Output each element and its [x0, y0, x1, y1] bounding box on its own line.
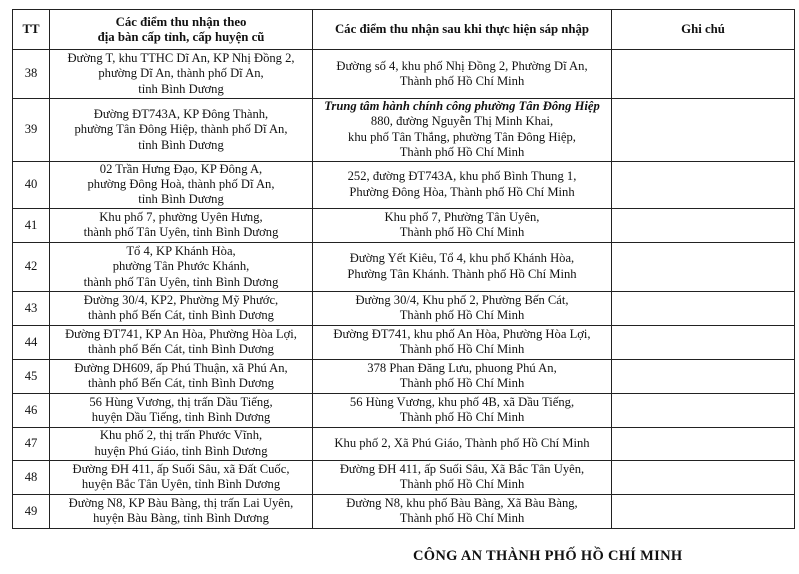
new-reception-point	[313, 325, 612, 359]
table-row	[13, 99, 795, 162]
new-reception-point	[313, 393, 612, 427]
old-reception-point	[50, 242, 313, 291]
table-row	[13, 50, 795, 99]
old-address-line: phường Tân Đông Hiệp, thành phố Dĩ An,	[74, 122, 288, 137]
new-reception-point	[313, 359, 612, 393]
table-header-row	[13, 10, 795, 50]
old-address-line: thành phố Tân Uyên, tỉnh Bình Dương	[83, 225, 279, 240]
old-reception-point	[50, 325, 313, 359]
old-address-line: 56 Hùng Vương, thị trấn Dầu Tiếng,	[89, 394, 273, 409]
new-reception-point	[313, 50, 612, 99]
note-cell	[612, 161, 795, 208]
row-number: 42	[13, 242, 50, 291]
old-reception-point	[50, 161, 313, 208]
old-reception-point	[50, 208, 313, 242]
table-row	[13, 427, 795, 460]
new-reception-point	[313, 208, 612, 242]
table-row	[13, 494, 795, 528]
old-address-line: phường Đông Hoà, thành phố Dĩ An,	[87, 177, 275, 192]
new-address-line: Khu phố 7, Phường Tân Uyên,	[384, 209, 540, 224]
old-address-line: Đường N8, KP Bàu Bàng, thị trấn Lai Uyên,	[68, 495, 294, 510]
old-address-line: thành phố Bến Cát, tỉnh Bình Dương	[88, 342, 274, 357]
old-address-line: tỉnh Bình Dương	[138, 81, 224, 96]
new-address-line: Đường Yết Kiêu, Tổ 4, khu phố Khánh Hòa,	[349, 251, 575, 266]
old-reception-point	[50, 291, 313, 325]
new-address-line: Thành phố Hồ Chí Minh	[399, 225, 525, 240]
old-address-line: tỉnh Bình Dương	[138, 137, 224, 152]
new-reception-point	[313, 291, 612, 325]
old-reception-point	[50, 50, 313, 99]
header-old-line-1: Các điểm thu nhận theo	[115, 14, 247, 29]
note-cell	[612, 460, 795, 494]
new-reception-point	[313, 99, 612, 162]
new-reception-point	[313, 427, 612, 460]
old-address-line: Khu phố 2, thị trấn Phước Vĩnh,	[99, 428, 263, 443]
new-address-line: Thành phố Hồ Chí Minh	[399, 342, 525, 357]
new-address-line: Đường 30/4, Khu phố 2, Phường Bến Cát,	[355, 292, 569, 307]
note-cell	[612, 427, 795, 460]
new-address-line: Phường Tân Khánh. Thành phố Hồ Chí Minh	[347, 266, 577, 281]
old-reception-point	[50, 460, 313, 494]
new-reception-point	[313, 242, 612, 291]
new-address-line: khu phố Tân Thắng, phường Tân Đông Hiệp,	[348, 129, 576, 144]
new-address-line: Khu phố 2, Xã Phú Giáo, Thành phố Hồ Chí Minh	[334, 436, 590, 451]
old-address-line: Đường 30/4, KP2, Phường Mỹ Phước,	[83, 292, 279, 307]
new-address-line: Phường Đông Hòa, Thành phố Hồ Chí Minh	[349, 184, 575, 199]
old-address-line: huyện Dầu Tiếng, tỉnh Bình Dương	[91, 410, 271, 425]
header-old-points	[50, 10, 313, 50]
row-number: 39	[13, 99, 50, 162]
new-address-line: Thành phố Hồ Chí Minh	[399, 410, 525, 425]
new-reception-point	[313, 161, 612, 208]
old-reception-point	[50, 494, 313, 528]
note-cell	[612, 242, 795, 291]
row-number: 49	[13, 494, 50, 528]
new-address-line: Đường số 4, khu phố Nhị Đồng 2, Phường Dĩ An,	[336, 58, 588, 73]
old-reception-point	[50, 427, 313, 460]
row-number: 48	[13, 460, 50, 494]
note-cell	[612, 99, 795, 162]
table-row	[13, 161, 795, 208]
new-address-line: 378 Phan Đăng Lưu, phuong Phú An,	[367, 360, 557, 375]
new-address-line: Thành phố Hồ Chí Minh	[399, 308, 525, 323]
old-address-line: huyện Bàu Bàng, tỉnh Bình Dương	[93, 511, 269, 526]
new-address-line: Đường ĐH 411, ấp Suối Sâu, Xã Bắc Tân Uyên,	[339, 461, 585, 476]
old-address-line: Đường DH609, ấp Phú Thuận, xã Phú An,	[74, 360, 288, 375]
row-number: 43	[13, 291, 50, 325]
old-address-line: Đường ĐH 411, ấp Suối Sâu, xã Đất Cuốc,	[72, 461, 290, 476]
table-row	[13, 208, 795, 242]
new-address-line: Thành phố Hồ Chí Minh	[399, 477, 525, 492]
header-new-points: Các điểm thu nhận sau khi thực hiện sáp nhập	[313, 10, 612, 50]
note-cell	[612, 359, 795, 393]
old-address-line: phường Dĩ An, thành phố Dĩ An,	[98, 66, 264, 81]
new-address-line: 252, đường ĐT743A, khu phố Bình Thung 1,	[347, 169, 577, 184]
new-address-line: Đường N8, khu phố Bàu Bàng, Xã Bàu Bàng,	[346, 495, 578, 510]
new-address-line: 56 Hùng Vương, khu phố 4B, xã Dầu Tiếng,	[349, 394, 575, 409]
new-point-center-name: Trung tâm hành chính công phường Tân Đông Hiệp	[324, 99, 600, 113]
old-address-line: phường Tân Phước Khánh,	[112, 259, 250, 274]
new-address-line: Thành phố Hồ Chí Minh	[399, 145, 525, 160]
new-address-line: 880, đường Nguyễn Thị Minh Khai,	[370, 114, 554, 129]
footer-signature: CÔNG AN THÀNH PHỐ HỒ CHÍ MINH	[413, 548, 683, 564]
note-cell	[612, 208, 795, 242]
row-number: 41	[13, 208, 50, 242]
row-number: 40	[13, 161, 50, 208]
new-reception-point	[313, 460, 612, 494]
old-address-line: Đường ĐT743A, KP Đông Thành,	[93, 106, 269, 121]
old-address-line: thành phố Tân Uyên, tỉnh Bình Dương	[83, 274, 279, 289]
header-old-line-2: địa bàn cấp tỉnh, cấp huyện cũ	[97, 29, 265, 44]
note-cell	[612, 50, 795, 99]
old-address-line: huyện Bắc Tân Uyên, tỉnh Bình Dương	[81, 477, 281, 492]
old-reception-point	[50, 99, 313, 162]
old-address-line: Đường T, khu TTHC Dĩ An, KP Nhị Đồng 2,	[67, 50, 295, 65]
new-address-line: Thành phố Hồ Chí Minh	[399, 74, 525, 88]
old-address-line: tỉnh Bình Dương	[138, 192, 224, 207]
note-cell	[612, 393, 795, 427]
old-address-line: Khu phố 7, phường Uyên Hưng,	[99, 209, 263, 224]
table-row	[13, 291, 795, 325]
reception-points-table	[12, 9, 795, 529]
old-address-line: Tổ 4, KP Khánh Hòa,	[126, 243, 236, 258]
old-address-line: huyện Phú Giáo, tỉnh Bình Dương	[94, 443, 268, 458]
table-row	[13, 359, 795, 393]
new-address-line: Đường ĐT741, khu phố An Hòa, Phường Hòa Lợi,	[333, 326, 591, 341]
new-address-line: Thành phố Hồ Chí Minh	[399, 511, 525, 526]
table-row	[13, 393, 795, 427]
header-tt: TT	[13, 10, 50, 50]
note-cell	[612, 291, 795, 325]
new-address-line: Thành phố Hồ Chí Minh	[399, 376, 525, 391]
old-address-line: Đường ĐT741, KP An Hòa, Phường Hòa Lợi,	[65, 326, 297, 341]
old-reception-point	[50, 393, 313, 427]
old-address-line: thành phố Bến Cát, tỉnh Bình Dương	[88, 376, 274, 391]
old-address-line: 02 Trần Hưng Đạo, KP Đông A,	[99, 161, 263, 176]
old-reception-point	[50, 359, 313, 393]
table-row	[13, 325, 795, 359]
note-cell	[612, 494, 795, 528]
row-number: 44	[13, 325, 50, 359]
row-number: 47	[13, 427, 50, 460]
header-note: Ghi chú	[612, 10, 795, 50]
table-row	[13, 242, 795, 291]
row-number: 38	[13, 50, 50, 99]
table-row	[13, 460, 795, 494]
old-address-line: thành phố Bến Cát, tỉnh Bình Dương	[88, 308, 274, 323]
row-number: 45	[13, 359, 50, 393]
new-reception-point	[313, 494, 612, 528]
note-cell	[612, 325, 795, 359]
row-number: 46	[13, 393, 50, 427]
table-body	[13, 50, 795, 529]
